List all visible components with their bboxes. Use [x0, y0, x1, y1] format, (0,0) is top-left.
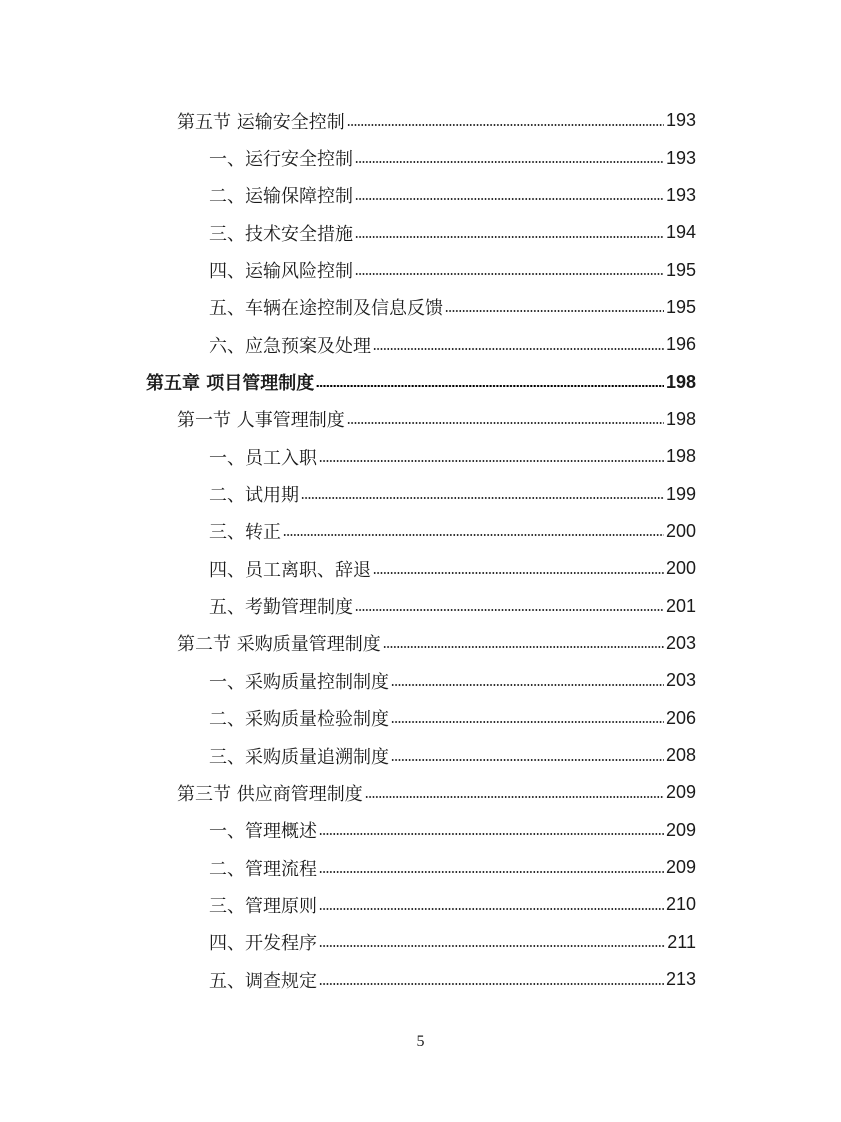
dot-leader	[319, 871, 664, 873]
dot-leader	[355, 161, 664, 163]
toc-entry-title: 五、调查规定	[209, 970, 317, 992]
toc-entry-page: 198	[665, 408, 696, 429]
dot-leader	[373, 572, 664, 574]
dot-leader	[365, 796, 664, 798]
toc-entry[interactable]	[0, 139, 841, 176]
dot-leader	[319, 460, 664, 462]
dot-leader	[319, 908, 664, 910]
toc-entry[interactable]	[0, 886, 841, 923]
toc-entry-title: 三、采购质量追溯制度	[209, 746, 389, 768]
toc-entry[interactable]	[0, 774, 841, 811]
toc-entry[interactable]	[0, 438, 841, 475]
toc-entry-title: 第一节 人事管理制度	[177, 410, 345, 432]
dot-leader	[355, 236, 664, 238]
dot-leader	[355, 198, 664, 200]
dot-leader	[316, 385, 664, 387]
toc-entry[interactable]	[0, 214, 841, 251]
toc-entry-title: 四、运输风险控制	[209, 261, 353, 283]
toc-entry-title: 一、员工入职	[209, 447, 317, 469]
toc-entry-page: 203	[665, 632, 696, 653]
toc-entry-title: 三、技术安全措施	[209, 223, 353, 245]
toc-entry[interactable]	[0, 737, 841, 774]
toc-entry-title: 一、管理概述	[209, 821, 317, 843]
toc-entry-page: 194	[665, 222, 696, 243]
toc-entry-page: 199	[665, 483, 696, 504]
toc-entry-page: 200	[665, 558, 696, 579]
dot-leader	[319, 945, 665, 947]
toc-entry-title: 四、开发程序	[209, 933, 317, 955]
toc-entry-page: 206	[665, 707, 696, 728]
dot-leader	[347, 124, 664, 126]
toc-entry[interactable]	[0, 812, 841, 849]
toc-entry[interactable]	[0, 326, 841, 363]
toc-entry-title: 二、管理流程	[209, 858, 317, 880]
dot-leader	[383, 646, 664, 648]
toc-entry[interactable]	[0, 550, 841, 587]
toc-entry-title: 三、转正	[209, 522, 281, 544]
toc-chapter-entry[interactable]	[0, 363, 841, 400]
toc-entry-page: 198	[665, 371, 696, 392]
dot-leader	[391, 759, 664, 761]
toc-entry-page: 196	[665, 334, 696, 355]
toc-entry[interactable]	[0, 662, 841, 699]
toc-entry[interactable]	[0, 177, 841, 214]
toc-entry[interactable]	[0, 289, 841, 326]
toc-entry[interactable]	[0, 587, 841, 624]
toc-entry[interactable]	[0, 700, 841, 737]
toc-entry-page: 193	[665, 184, 696, 205]
page-number: 5	[416, 1033, 425, 1050]
toc-entry-page: 211	[667, 931, 696, 952]
toc-entry[interactable]	[0, 475, 841, 512]
toc-entry-title: 四、员工离职、辞退	[209, 559, 371, 581]
toc-entry-page: 193	[665, 147, 696, 168]
toc-entry[interactable]	[0, 251, 841, 288]
toc-entry[interactable]	[0, 102, 841, 139]
dot-leader	[319, 983, 664, 985]
toc-entry-title: 二、运输保障控制	[209, 186, 353, 208]
toc-entry-page: 213	[665, 969, 696, 990]
dot-leader	[355, 609, 664, 611]
toc-entry-title: 五、考勤管理制度	[209, 597, 353, 619]
toc-entry[interactable]	[0, 961, 841, 998]
toc-entry-title: 六、应急预案及处理	[209, 335, 371, 357]
toc-entry-title: 二、采购质量检验制度	[209, 709, 389, 731]
dot-leader	[391, 721, 664, 723]
toc-entry-page: 195	[665, 259, 696, 280]
toc-entry[interactable]	[0, 513, 841, 550]
dot-leader	[283, 534, 664, 536]
toc-entry-page: 198	[665, 446, 696, 467]
toc-entry-title: 第五章 项目管理制度	[146, 373, 315, 395]
toc-entry-title: 二、试用期	[209, 485, 299, 507]
toc-entry[interactable]	[0, 849, 841, 886]
toc-entry-title: 三、管理原则	[209, 895, 317, 917]
toc-entry-page: 200	[665, 520, 696, 541]
table-of-contents	[0, 102, 841, 998]
toc-entry[interactable]	[0, 625, 841, 662]
toc-entry-title: 五、车辆在途控制及信息反馈	[209, 298, 443, 320]
dot-leader	[373, 348, 664, 350]
toc-entry-page: 209	[665, 857, 696, 878]
dot-leader	[347, 422, 664, 424]
toc-entry-page: 209	[665, 819, 696, 840]
toc-entry-page: 203	[665, 670, 696, 691]
toc-entry[interactable]	[0, 924, 841, 961]
toc-entry-title: 一、运行安全控制	[209, 149, 353, 171]
dot-leader	[445, 310, 664, 312]
dot-leader	[319, 833, 664, 835]
toc-entry-page: 208	[665, 745, 696, 766]
dot-leader	[391, 684, 664, 686]
toc-entry-page: 209	[665, 782, 696, 803]
toc-entry-title: 第二节 采购质量管理制度	[177, 634, 381, 656]
toc-entry-title: 一、采购质量控制制度	[209, 671, 389, 693]
toc-entry-page: 193	[665, 110, 696, 131]
dot-leader	[301, 497, 664, 499]
toc-entry-title: 第五节 运输安全控制	[177, 111, 345, 133]
toc-entry-page: 201	[665, 595, 696, 616]
toc-entry-title: 第三节 供应商管理制度	[177, 783, 363, 805]
dot-leader	[355, 273, 664, 275]
toc-entry-page: 210	[665, 894, 696, 915]
toc-entry[interactable]	[0, 401, 841, 438]
toc-entry-page: 195	[665, 296, 696, 317]
